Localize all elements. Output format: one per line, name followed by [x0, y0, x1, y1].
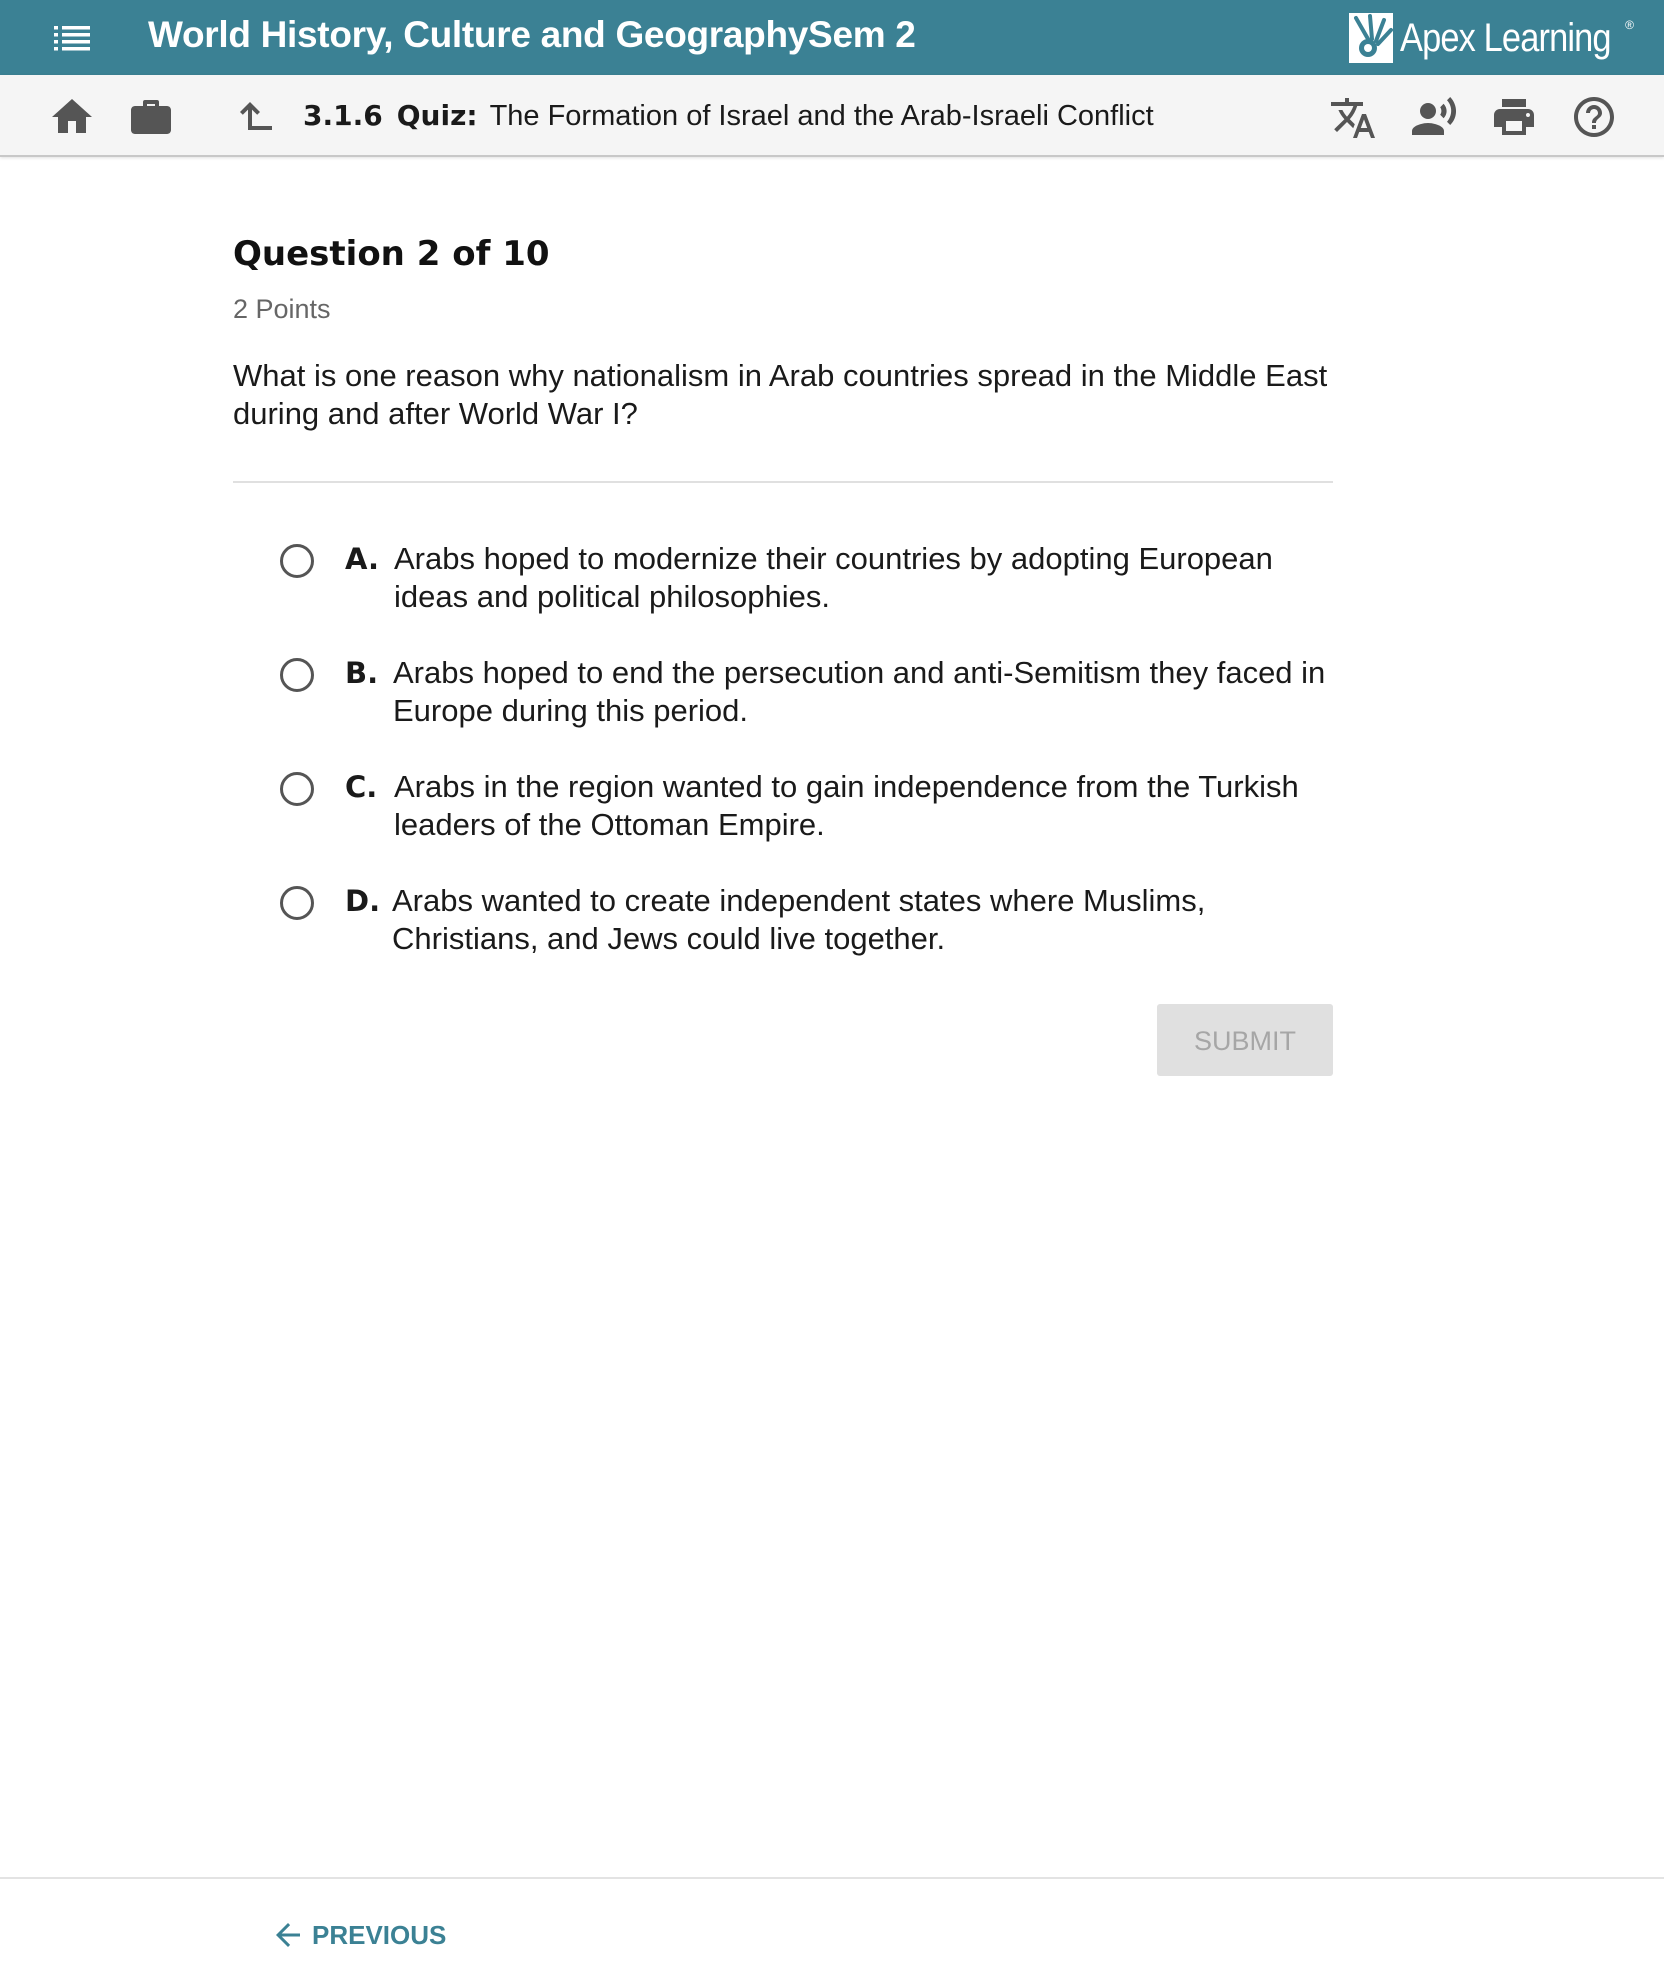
radio-button[interactable] — [280, 772, 314, 806]
answer-text: Arabs hoped to modernize their countries by adopting European ideas and political philosophies. — [394, 541, 1273, 614]
divider — [233, 481, 1333, 483]
question-heading: Question 2 of 10 — [233, 234, 550, 274]
answer-letter: B. — [345, 656, 379, 690]
course-title: World History, Culture and GeographySem 2 — [148, 14, 916, 55]
previous-button[interactable] — [270, 1917, 446, 1953]
footer-bar — [0, 1877, 1664, 1974]
home-icon[interactable] — [48, 93, 96, 141]
brand-name: Apex Learning — [1400, 15, 1611, 60]
brand-trademark: ® — [1625, 18, 1634, 32]
menu-icon[interactable] — [48, 20, 96, 56]
answer-option-d[interactable] — [278, 882, 1338, 966]
submit-button[interactable]: SUBMIT — [1157, 1004, 1333, 1076]
answer-text: Arabs wanted to create independent states where Muslims, Christians, and Jews could live together. — [392, 883, 1206, 956]
answer-option-a[interactable] — [278, 540, 1338, 624]
answer-letter: D. — [345, 884, 381, 918]
translate-icon[interactable] — [1329, 94, 1377, 142]
radio-button[interactable] — [280, 544, 314, 578]
breadcrumb — [303, 99, 1154, 133]
answer-option-c[interactable] — [278, 768, 1338, 852]
help-icon[interactable] — [1570, 93, 1618, 141]
radio-button[interactable] — [280, 658, 314, 692]
radio-button[interactable] — [280, 886, 314, 920]
answer-letter: A. — [345, 542, 379, 576]
brand-logo — [1348, 10, 1634, 66]
question-text: What is one reason why nationalism in Arab countries spread in the Middle East during and after World War I? — [233, 358, 1328, 431]
briefcase-icon[interactable] — [127, 92, 175, 140]
question-points: 2 Points — [233, 294, 331, 324]
up-arrow-icon[interactable] — [230, 92, 278, 140]
top-header-bar — [0, 0, 1664, 75]
arrow-left-icon — [270, 1917, 306, 1953]
print-icon[interactable] — [1490, 93, 1538, 141]
apex-logo-icon — [1348, 12, 1394, 64]
activity-type: Quiz: — [396, 99, 478, 132]
answer-letter: C. — [345, 770, 378, 804]
read-aloud-icon[interactable] — [1410, 93, 1458, 141]
previous-label: PREVIOUS — [312, 1919, 447, 1950]
activity-toolbar — [0, 75, 1664, 157]
activity-title: The Formation of Israel and the Arab-Israeli Conflict — [489, 100, 1154, 132]
activity-number: 3.1.6 — [303, 99, 383, 132]
answer-option-b[interactable] — [278, 654, 1338, 738]
answer-text: Arabs in the region wanted to gain independence from the Turkish leaders of the Ottoman Empire. — [394, 769, 1299, 842]
answer-text: Arabs hoped to end the persecution and anti-Semitism they faced in Europe during this period. — [393, 655, 1326, 728]
